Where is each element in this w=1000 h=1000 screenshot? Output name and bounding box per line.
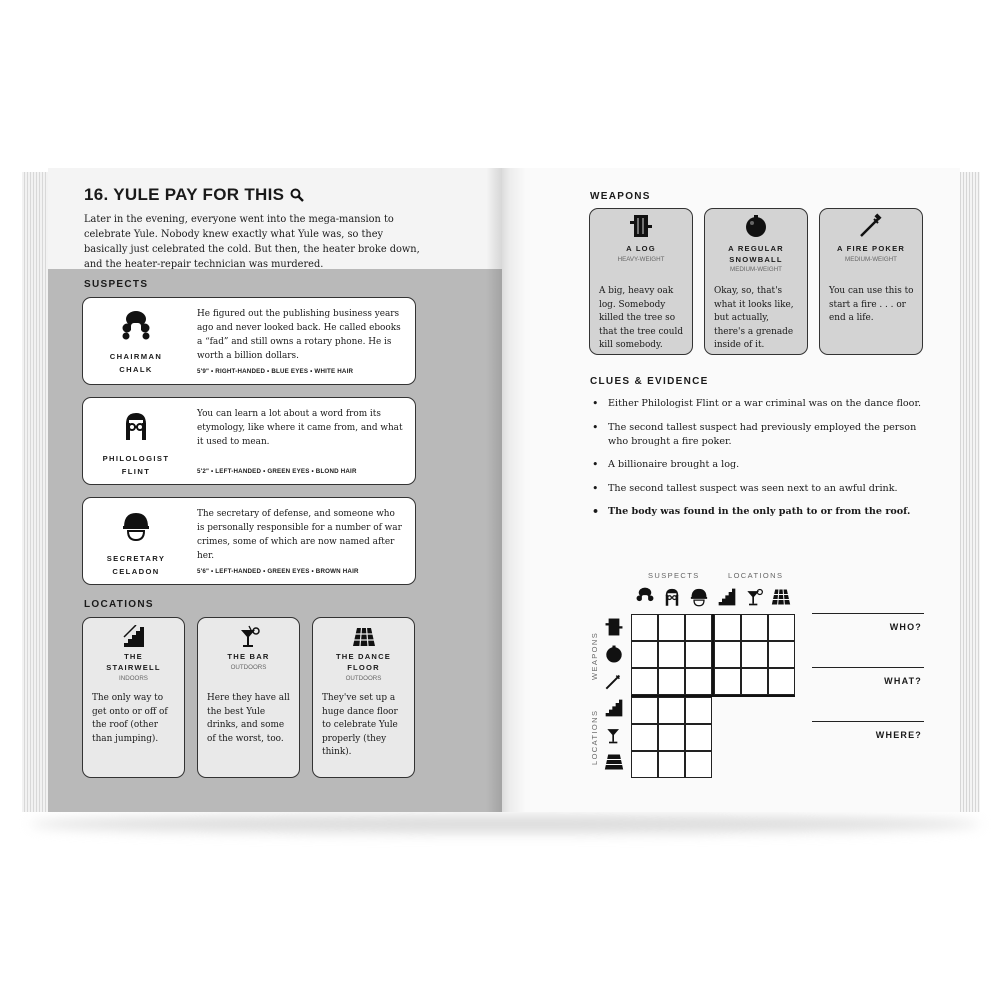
- dance-floor-icon: [604, 752, 624, 772]
- suspect-stats: 5'6" • LEFT-HANDED • GREEN EYES • BROWN HAIR: [197, 568, 359, 575]
- grid-cell[interactable]: [631, 668, 658, 695]
- weapon-class: MEDIUM-WEIGHT: [845, 256, 897, 263]
- left-page-edges: [22, 172, 50, 812]
- philologist-glasses-icon: [121, 410, 151, 442]
- suspect-stats: 5'2" • LEFT-HANDED • GREEN EYES • BLOND HAIR: [197, 468, 357, 475]
- suspect-stats: 5'9" • RIGHT-HANDED • BLUE EYES • WHITE HAIR: [197, 368, 354, 375]
- grid-cell[interactable]: [685, 697, 712, 724]
- grid-cell[interactable]: [714, 641, 741, 668]
- clue-item: • The body was found in the only path to or from the roof.: [592, 505, 932, 519]
- weapon-name: A LOG: [626, 244, 656, 253]
- suspect-description: He figured out the publishing business years ago and never looked back. He called ebooks a “fad” and still owns a rotary phone. He is worth a billion dollars.: [197, 309, 401, 361]
- grid-cell[interactable]: [631, 724, 658, 751]
- location-card: [312, 617, 415, 778]
- suspect-name: CHAIRMAN CHALK: [109, 352, 163, 374]
- grid-cell[interactable]: [768, 614, 795, 641]
- answer-line: [812, 667, 924, 668]
- dance-floor-icon: [352, 625, 376, 649]
- suspect-name: SECRETARY CELADON: [106, 554, 166, 576]
- grid-weapons-label: WEAPONS: [590, 631, 599, 680]
- book-gutter: [486, 168, 526, 812]
- answer-line: [812, 721, 924, 722]
- who-label: WHO?: [889, 622, 922, 632]
- fire-poker-icon: [604, 671, 624, 691]
- grid-cell[interactable]: [631, 614, 658, 641]
- grid-cell[interactable]: [685, 668, 712, 695]
- grid-cell[interactable]: [631, 751, 658, 778]
- grid-cell[interactable]: [658, 724, 685, 751]
- grid-cell[interactable]: [685, 641, 712, 668]
- grid-cell[interactable]: [658, 614, 685, 641]
- weapon-description: A big, heavy oak log. Somebody killed the tree so that the tree could kill somebody.: [599, 286, 684, 350]
- magnifier-icon: [290, 188, 304, 202]
- grid-cell[interactable]: [685, 751, 712, 778]
- location-card: [197, 617, 300, 778]
- locations-heading: LOCATIONS: [84, 599, 154, 610]
- weapon-class: MEDIUM-WEIGHT: [730, 266, 782, 273]
- clue-item: • The second tallest suspect had previously employed the person who brought a fire poker.: [592, 421, 932, 449]
- suspect-description: The secretary of defense, and someone who is personally responsible for a number of war crimes, some of which are now named after her.: [197, 509, 402, 561]
- intro-paragraph: Later in the evening, everyone went into the mega-mansion to celebrate Yule. Nobody knew exactly what Yule was, so they basically just celebrated the cold. But then, the heater broke down, and the heater-repair technician was murdered.: [84, 214, 420, 270]
- grid-cell[interactable]: [658, 751, 685, 778]
- weapon-card: [589, 208, 693, 355]
- location-description: Here they have all the best Yule drinks, and some of the worst, too.: [207, 693, 290, 744]
- clues-heading: CLUES & EVIDENCE: [590, 376, 709, 387]
- log-icon: [628, 213, 654, 239]
- snowball-bomb-icon: [743, 213, 769, 239]
- location-description: They've set up a huge dance floor to celebrate Yule properly (they think).: [322, 693, 398, 757]
- location-description: The only way to get onto or off of the roof (other than jumping).: [92, 693, 168, 744]
- weapon-description: You can use this to start a fire . . . or end a life.: [829, 286, 914, 323]
- location-name: THE STAIRWELL: [106, 652, 161, 672]
- grid-cell[interactable]: [741, 668, 768, 695]
- clue-item: • A billionaire brought a log.: [592, 458, 932, 472]
- right-page-edges: [958, 172, 980, 812]
- grid-cell[interactable]: [741, 641, 768, 668]
- puzzle-title-text: 16. YULE PAY FOR THIS: [84, 185, 285, 204]
- location-card: [82, 617, 185, 778]
- grid-suspects-label: SUSPECTS: [648, 571, 700, 580]
- grid-cell[interactable]: [741, 614, 768, 641]
- suspect-card: [82, 497, 416, 585]
- suspect-description: You can learn a lot about a word from its etymology, like where it came from, and what it used to mean.: [197, 409, 403, 447]
- weapon-class: HEAVY-WEIGHT: [617, 256, 665, 263]
- weapons-heading: WEAPONS: [590, 191, 651, 202]
- grid-cell[interactable]: [658, 641, 685, 668]
- stairs-icon: [717, 587, 737, 607]
- grid-cell[interactable]: [658, 697, 685, 724]
- clue-item: • Either Philologist Flint or a war criminal was on the dance floor.: [592, 397, 932, 411]
- stairs-icon: [604, 698, 624, 718]
- suspect-card: [82, 297, 416, 385]
- secretary-helmet-icon: [121, 510, 151, 542]
- grid-cell[interactable]: [714, 614, 741, 641]
- weapon-name: A FIRE POKER: [836, 244, 906, 253]
- philologist-glasses-icon: [662, 587, 682, 607]
- suspect-name: PHILOLOGIST FLINT: [102, 454, 170, 476]
- snowball-bomb-icon: [604, 644, 624, 664]
- grid-cell[interactable]: [714, 668, 741, 695]
- chairman-hair-icon: [121, 310, 151, 342]
- grid-locations-label: LOCATIONS: [728, 571, 784, 580]
- grid-cell[interactable]: [631, 641, 658, 668]
- grid-cell[interactable]: [768, 641, 795, 668]
- grid-cell[interactable]: [685, 614, 712, 641]
- grid-locations-side-label: LOCATIONS: [590, 709, 599, 765]
- fire-poker-icon: [858, 213, 884, 239]
- weapon-card: [704, 208, 808, 355]
- location-name: THE BAR: [227, 652, 270, 661]
- cocktail-icon: [604, 725, 624, 745]
- cocktail-icon: [744, 587, 764, 607]
- clues-list: [592, 397, 932, 529]
- cocktail-icon: [237, 625, 261, 649]
- location-name: THE DANCE FLOOR: [335, 652, 392, 672]
- secretary-helmet-icon: [689, 587, 709, 607]
- stairs-icon: [122, 625, 146, 649]
- clue-item: • The second tallest suspect was seen next to an awful drink.: [592, 482, 932, 496]
- weapon-name: A REGULAR SNOWBALL: [728, 244, 784, 264]
- location-type: OUTDOORS: [230, 664, 267, 671]
- suspects-heading: SUSPECTS: [84, 279, 149, 290]
- weapon-card: [819, 208, 923, 355]
- answer-line: [812, 613, 924, 614]
- location-type: OUTDOORS: [345, 675, 382, 682]
- chairman-hair-icon: [635, 587, 655, 607]
- puzzle-title: [84, 185, 304, 205]
- where-label: WHERE?: [875, 730, 922, 740]
- grid-cell[interactable]: [631, 697, 658, 724]
- grid-cell[interactable]: [658, 668, 685, 695]
- grid-cell[interactable]: [768, 668, 795, 695]
- what-label: WHAT?: [884, 676, 922, 686]
- dance-floor-icon: [771, 587, 791, 607]
- location-type: INDOORS: [119, 675, 148, 682]
- suspect-card: [82, 397, 416, 485]
- grid-divider: [631, 695, 795, 697]
- grid-divider: [712, 614, 714, 697]
- weapon-description: Okay, so, that's what it looks like, but actually, there's a grenade inside of it.: [714, 286, 794, 350]
- log-icon: [604, 617, 624, 637]
- grid-cell[interactable]: [685, 724, 712, 751]
- book-shadow: [30, 815, 980, 833]
